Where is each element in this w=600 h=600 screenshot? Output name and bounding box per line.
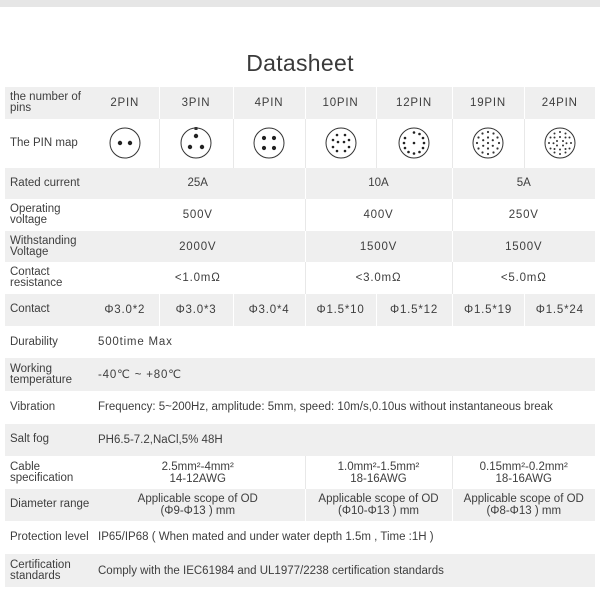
diameter-scope: Applicable scope of OD <box>463 492 584 505</box>
row-cable-specification <box>5 456 595 489</box>
pin-map-cell <box>159 119 233 168</box>
value-cell: 500time Max <box>91 326 595 359</box>
value-cell: 2000V <box>91 231 305 263</box>
value-cell: <5.0mΩ <box>452 262 595 294</box>
row-label: Certification standards <box>5 554 91 587</box>
3-pin-connector-icon <box>179 126 213 160</box>
12-pin-connector-icon <box>397 126 431 160</box>
value-cell: <1.0mΩ <box>91 262 305 294</box>
top-band <box>0 0 600 7</box>
value-cell: PH6.5-7.2,NaCl,5% 48H <box>91 424 595 457</box>
row-label: The PIN map <box>5 119 91 168</box>
pin-count-cell: 3PIN <box>159 87 233 119</box>
row-label: the number of pins <box>5 87 91 119</box>
row-protection-level <box>5 521 595 555</box>
row-durability <box>5 326 595 359</box>
pin-count-cell: 24PIN <box>524 87 595 119</box>
cable-section: 1.0mm²-1.5mm² <box>337 460 420 473</box>
contact-cell: Φ1.5*24 <box>524 294 595 326</box>
datasheet-table <box>5 87 595 587</box>
pin-map-cell <box>376 119 452 168</box>
value-cell <box>452 489 595 521</box>
pin-count-cell: 12PIN <box>376 87 452 119</box>
row-label: Salt fog <box>5 424 91 457</box>
row-contact-resistance <box>5 262 595 294</box>
row-label: Diameter range <box>5 489 91 521</box>
pin-map-cell <box>91 119 159 168</box>
row-withstanding-voltage <box>5 231 595 263</box>
pin-count-cell: 10PIN <box>305 87 376 119</box>
24-pin-connector-icon <box>543 126 577 160</box>
2-pin-connector-icon <box>108 126 142 160</box>
value-cell: 10A <box>305 168 452 200</box>
row-operating-voltage <box>5 199 595 231</box>
row-label: Cable specification <box>5 456 91 489</box>
value-cell: IP65/IP68 ( When mated and under water depth 1.5m , Time :1H ) <box>91 521 595 555</box>
10-pin-connector-icon <box>324 126 358 160</box>
row-label: Vibration <box>5 391 91 424</box>
cable-awg: 18-16AWG <box>495 472 552 485</box>
value-cell: 1500V <box>305 231 452 263</box>
value-cell: 25A <box>91 168 305 200</box>
value-cell: Frequency: 5~200Hz, amplitude: 5mm, speed: 10m/s,0.10us without instantaneous break <box>91 391 595 424</box>
row-label: Protection level <box>5 521 91 555</box>
contact-cell: Φ1.5*10 <box>305 294 376 326</box>
row-rated-current <box>5 168 595 200</box>
value-cell: Comply with the IEC61984 and UL1977/2238 certification standards <box>91 554 595 587</box>
diameter-scope: Applicable scope of OD <box>137 492 258 505</box>
value-cell: 5A <box>452 168 595 200</box>
diameter-od: (Φ8-Φ13 ) mm <box>486 504 562 517</box>
diameter-od: (Φ9-Φ13 ) mm <box>160 504 236 517</box>
4-pin-connector-icon <box>252 126 286 160</box>
value-cell: 1500V <box>452 231 595 263</box>
value-cell: -40℃ ~ +80℃ <box>91 358 595 391</box>
row-label: Durability <box>5 326 91 359</box>
contact-cell: Φ1.5*19 <box>452 294 524 326</box>
row-label: Rated current <box>5 168 91 200</box>
row-label: Withstanding Voltage <box>5 231 91 263</box>
contact-cell: Φ3.0*2 <box>91 294 159 326</box>
pin-count-cell: 19PIN <box>452 87 524 119</box>
pin-map-cell <box>524 119 595 168</box>
pin-map-cell <box>233 119 305 168</box>
cable-awg: 14-12AWG <box>169 472 226 485</box>
row-diameter-range <box>5 489 595 521</box>
row-label: Contact <box>5 294 91 326</box>
value-cell <box>305 489 452 521</box>
cable-section: 2.5mm²-4mm² <box>161 460 234 473</box>
value-cell: 400V <box>305 199 452 231</box>
page-title: Datasheet <box>246 50 354 76</box>
diameter-od: (Φ10-Φ13 ) mm <box>338 504 419 517</box>
pin-map-cell <box>305 119 376 168</box>
row-label: Operating voltage <box>5 199 91 231</box>
cable-section: 0.15mm²-0.2mm² <box>479 460 568 473</box>
diameter-scope: Applicable scope of OD <box>318 492 439 505</box>
value-cell <box>91 489 305 521</box>
value-cell <box>91 456 305 489</box>
row-salt-fog <box>5 424 595 457</box>
value-cell <box>452 456 595 489</box>
row-pins <box>5 87 595 119</box>
contact-cell: Φ3.0*3 <box>159 294 233 326</box>
contact-cell: Φ3.0*4 <box>233 294 305 326</box>
value-cell: 250V <box>452 199 595 231</box>
cable-awg: 18-16AWG <box>350 472 407 485</box>
row-certification <box>5 554 595 587</box>
pin-count-cell: 2PIN <box>91 87 159 119</box>
pin-map-cell <box>452 119 524 168</box>
row-pin-map <box>5 119 595 168</box>
row-label: Working temperature <box>5 358 91 391</box>
19-pin-connector-icon <box>471 126 505 160</box>
row-label: Contact resistance <box>5 262 91 294</box>
contact-cell: Φ1.5*12 <box>376 294 452 326</box>
value-cell: 500V <box>91 199 305 231</box>
value-cell: <3.0mΩ <box>305 262 452 294</box>
row-vibration <box>5 391 595 424</box>
row-working-temperature <box>5 358 595 391</box>
pin-count-cell: 4PIN <box>233 87 305 119</box>
row-contact <box>5 294 595 326</box>
value-cell <box>305 456 452 489</box>
